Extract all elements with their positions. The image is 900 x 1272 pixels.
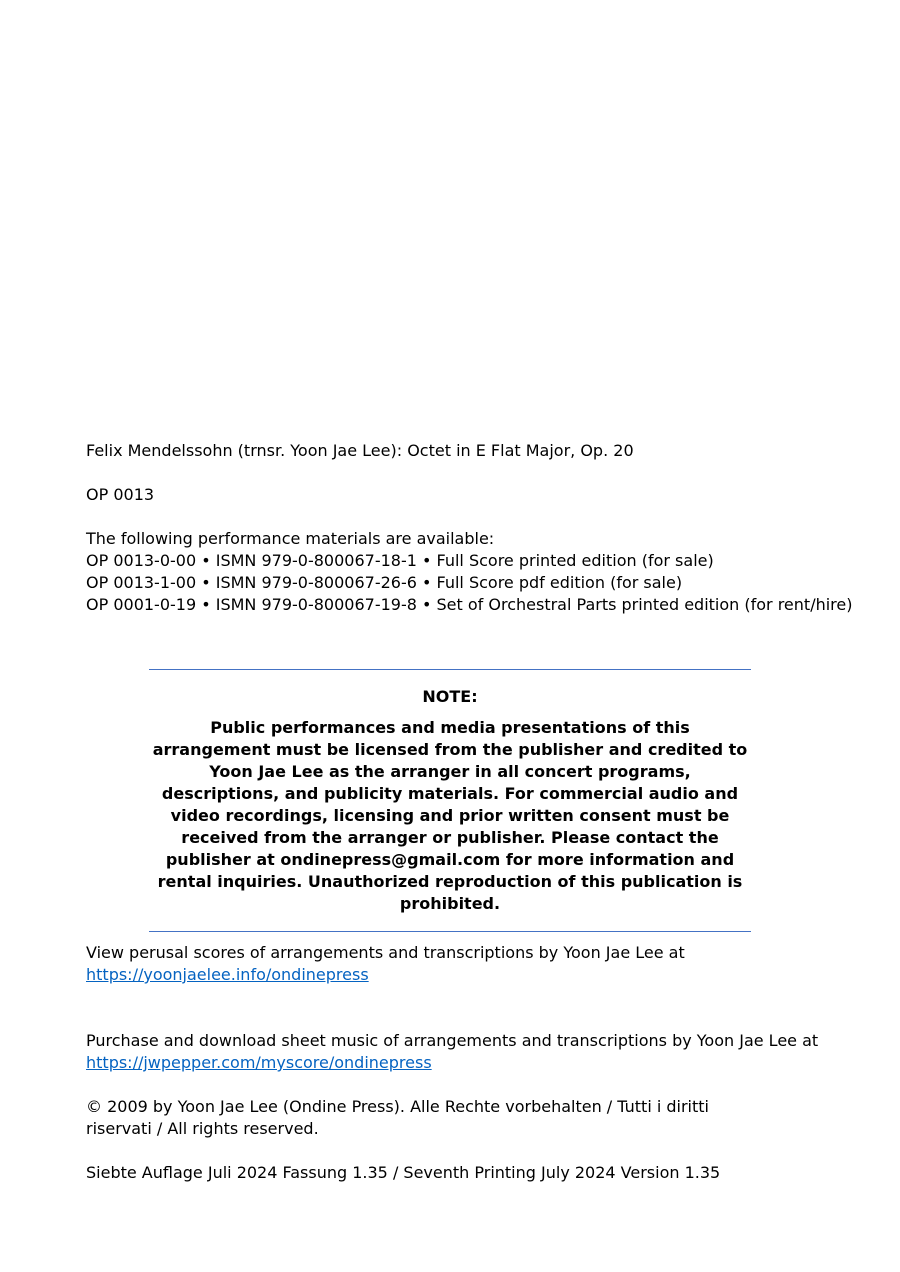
perusal-section: [86, 942, 826, 986]
perusal-text: View perusal scores of arrangements and transcriptions by Yoon Jae Lee at: [86, 943, 685, 962]
materials-item: OP 0001-0-19 • ISMN 979-0-800067-19-8 • Set of Orchestral Parts printed edition (for rent/hire): [86, 595, 853, 614]
materials-item: OP 0013-1-00 • ISMN 979-0-800067-26-6 • Full Score pdf edition (for sale): [86, 573, 683, 592]
printing-info: Siebte Auflage Juli 2024 Fassung 1.35 / Seventh Printing July 2024 Version 1.35: [86, 1163, 721, 1182]
purchase-link[interactable]: https://jwpepper.com/myscore/ondinepress: [86, 1053, 432, 1072]
materials-item: OP 0013-0-00 • ISMN 979-0-800067-18-1 • Full Score printed edition (for sale): [86, 551, 714, 570]
purchase-section: [86, 1030, 826, 1074]
note-box: [149, 669, 751, 932]
note-heading: NOTE:: [422, 687, 478, 706]
materials-list: [86, 528, 853, 616]
note-text: Public performances and media presentations of this arrangement must be licensed from the publisher and credited to Yoon Jae Lee as the arranger in all concert programs, descriptions, and publicity materials. For commercial audio and video recordings, licensing and prior written consent must be received from the arranger or publisher. Please contact the publisher at ondinepress@gmail.com for more information and rental inquiries. Unauthorized reproduction of this publication is prohibited.: [152, 718, 748, 913]
catalog-number: OP 0013: [86, 485, 155, 504]
work-title: Felix Mendelssohn (trnsr. Yoon Jae Lee): Octet in E Flat Major, Op. 20: [86, 441, 634, 460]
purchase-text: Purchase and download sheet music of arrangements and transcriptions by Yoon Jae Lee at: [86, 1031, 819, 1050]
materials-intro: The following performance materials are available:: [86, 529, 495, 548]
header-block: [86, 440, 853, 616]
copyright-notice: © 2009 by Yoon Jae Lee (Ondine Press). Alle Rechte vorbehalten / Tutti i diritti riservati / All rights reserved.: [86, 1097, 709, 1138]
perusal-link[interactable]: https://yoonjaelee.info/ondinepress: [86, 965, 369, 984]
